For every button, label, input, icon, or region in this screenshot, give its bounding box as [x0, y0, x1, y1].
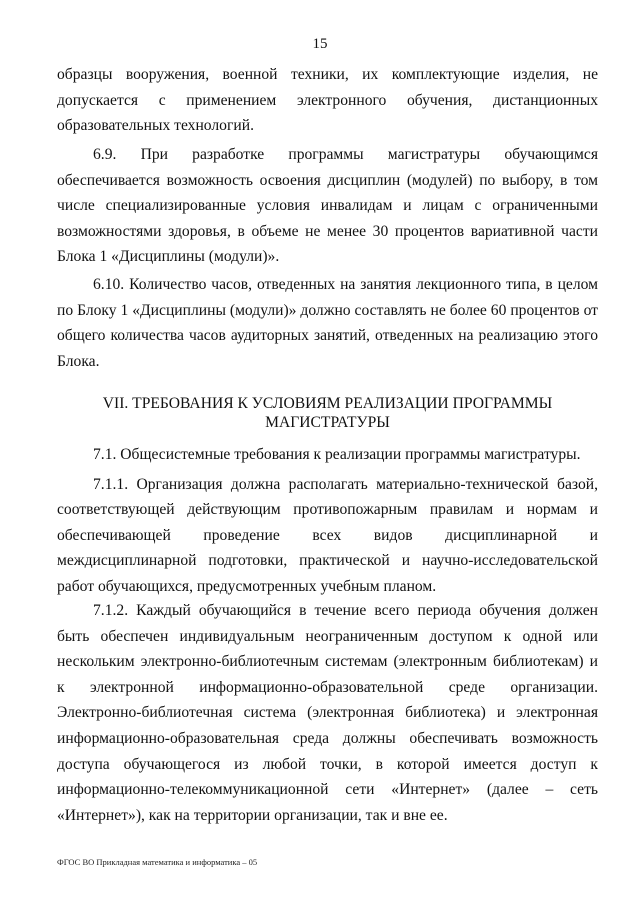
page-number: 15: [312, 36, 328, 52]
section-heading-line1: VII. ТРЕБОВАНИЯ К УСЛОВИЯМ РЕАЛИЗАЦИИ ПРОГРАММЫ: [102, 395, 553, 412]
paragraph-text: 7.1.2. Каждый обучающийся в течение всего периода обучения должен быть обеспечен индивидуальным неограниченным доступом к одной или нескольким электронно-библиотечным системам (электронным библиотекам) и к электронной информационно-образовательной среде организации. Электронно-библиотечная система (электронная библиотека) и электронная информационно-образовательная среда должны обеспечивать возможность доступа обучающегося из любой точки, в которой имеется доступ к информационно-телекоммуникационной сети «Интернет» (далее – сеть «Интернет»), как на территории организации, так и вне ее.: [57, 602, 598, 824]
paragraph-text: 6.10. Количество часов, отведенных на занятия лекционного типа, в целом по Блоку 1 «Дисциплины (модули)» должно составлять не более 60 процентов от общего количества часов аудиторных занятий, отведенных на реализацию этого Блока.: [57, 276, 598, 370]
paragraph-7-1-2: [57, 598, 598, 828]
paragraph-7-1-1: 7.1.1. Организация должна располагать материально-технической базой, соответствующей действующим противопожарным правилам и нормам и обеспечивающей проведение всех видов дисциплинарной и междисциплинарной подготовки, практической и научно-исследовательской работ обучающихся, предусмотренных учебным планом.: [57, 475, 598, 595]
paragraph-7-1-group: [57, 442, 598, 600]
paragraph-text: образцы вооружения, военной техники, их комплектующие изделия, не допускается с применением электронного обучения, дистанционных образовательных технологий.: [57, 66, 598, 135]
paragraph-continuation: [57, 62, 598, 139]
paragraph-6-10: [57, 272, 598, 374]
paragraph-7-1: 7.1. Общесистемные требования к реализации программы магистратуры.: [93, 446, 581, 463]
section-heading-line2: МАГИСТРАТУРЫ: [265, 414, 390, 431]
paragraph-text: 6.9. При разработке программы магистратуры обучающимся обеспечивается возможность освоения дисциплин (модулей) по выбору, в том числе специализированные условия инвалидам и лицам с ограниченными возможностями здоровья, в объеме не менее 30 процентов вариативной части Блока 1 «Дисциплины (модули)».: [57, 146, 598, 266]
footer-text: ФГОС ВО Прикладная математика и информатика – 05: [57, 857, 258, 867]
section-heading: [57, 394, 598, 432]
paragraph-6-9: [57, 142, 598, 270]
